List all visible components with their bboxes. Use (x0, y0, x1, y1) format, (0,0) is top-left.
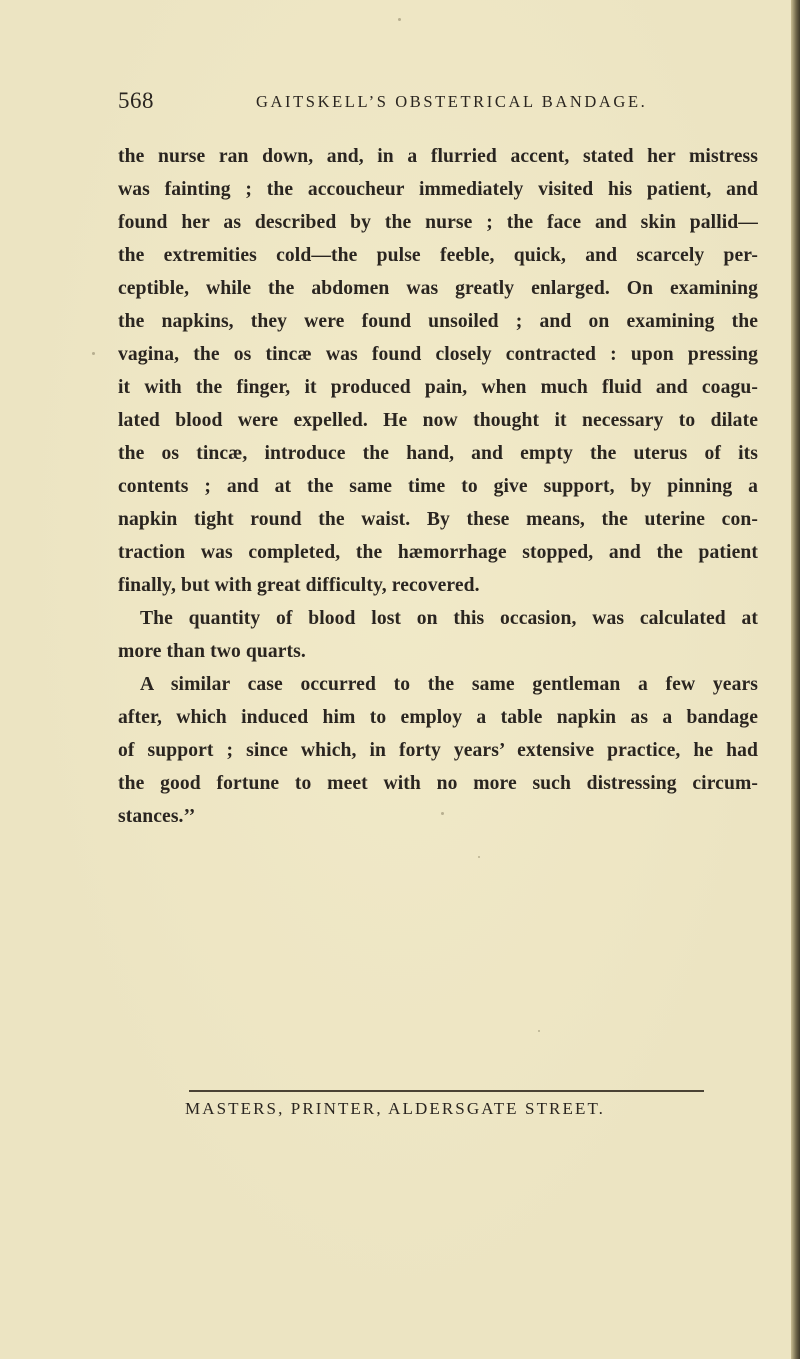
text-line: lated blood were expelled. He now thought it necessary to dilate (118, 410, 758, 431)
text-line: contents ; and at the same time to give support, by pinning a (118, 476, 758, 497)
text-line: the good fortune to meet with no more such distressing circum- (118, 773, 758, 794)
paper-speck (478, 856, 480, 858)
text-line: the os tincæ, introduce the hand, and empty the uterus of its (118, 443, 758, 464)
text-line: napkin tight round the waist. By these means, the uterine con- (118, 509, 758, 530)
text-line: the extremities cold—the pulse feeble, quick, and scarcely per- (118, 245, 758, 266)
paper-speck (538, 1030, 540, 1032)
text-line: found her as described by the nurse ; the face and skin pallid— (118, 212, 758, 233)
text-line: traction was completed, the hæmorrhage stopped, and the patient (118, 542, 758, 563)
text-line: more than two quarts. (118, 641, 306, 662)
text-line: vagina, the os tincæ was found closely contracted : upon pressing (118, 344, 758, 365)
printer-imprint: MASTERS, PRINTER, ALDERSGATE STREET. (185, 1099, 606, 1118)
text-line: the nurse ran down, and, in a flurried accent, stated her mistress (118, 146, 758, 167)
text-line: the napkins, they were found unsoiled ; and on examining the (118, 311, 758, 332)
text-line: stances.’’ (118, 806, 196, 827)
paper-speck (398, 18, 401, 21)
printer-imprint-block (185, 1090, 705, 1121)
text-line: of support ; since which, in forty years’ extensive practice, he had (118, 740, 758, 761)
text-line: The quantity of blood lost on this occasion, was calculated at (140, 608, 758, 629)
body-text (118, 140, 758, 833)
text-line: was fainting ; the accoucheur immediately visited his patient, and (118, 179, 758, 200)
text-line: it with the finger, it produced pain, when much fluid and coagu- (118, 377, 758, 398)
page-number: 568 (118, 88, 154, 113)
paper-speck (441, 812, 444, 815)
page-edge-shadow (791, 0, 800, 1359)
paper-speck (92, 352, 95, 355)
text-line: A similar case occurred to the same gentleman a few years (140, 674, 758, 695)
text-line: ceptible, while the abdomen was greatly enlarged. On examining (118, 278, 758, 299)
text-line: finally, but with great difficulty, recovered. (118, 575, 480, 596)
text-line: after, which induced him to employ a table napkin as a bandage (118, 707, 758, 728)
running-title: GAITSKELL’S OBSTETRICAL BANDAGE. (256, 92, 648, 111)
running-head (118, 86, 758, 116)
footer-rule (189, 1090, 704, 1092)
